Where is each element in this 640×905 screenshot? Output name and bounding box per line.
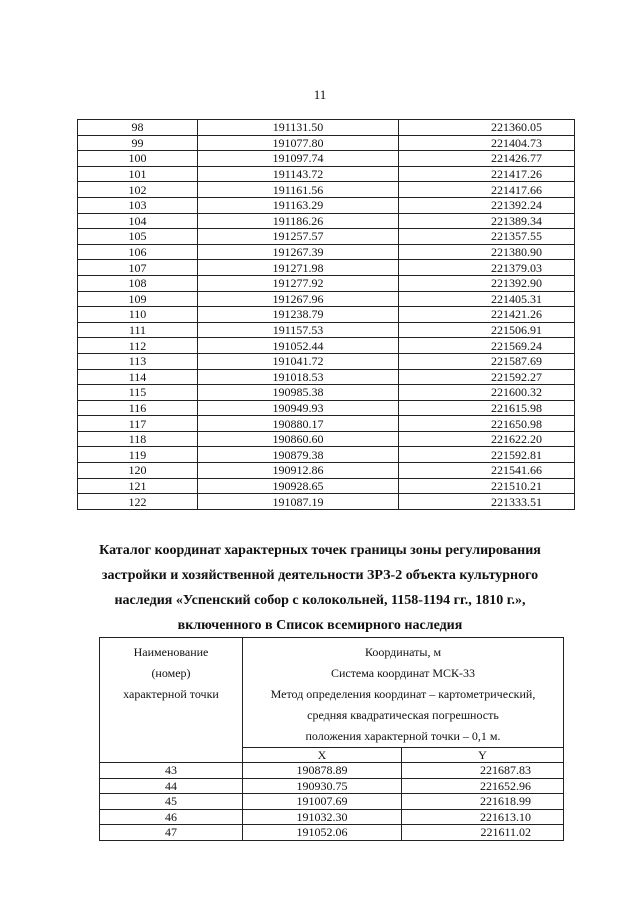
table-row [78, 291, 575, 307]
coordinates-catalog-table [99, 637, 564, 841]
y-coordinate-cell: 221592.81 [399, 447, 575, 463]
table-row [78, 338, 575, 354]
point-number-cell: 106 [78, 244, 198, 260]
point-number-cell: 47 [100, 825, 243, 841]
point-number-cell: 102 [78, 182, 198, 198]
table-row [78, 416, 575, 432]
x-coordinate-cell: 190879.38 [198, 447, 399, 463]
point-number-cell: 114 [78, 369, 198, 385]
point-number-cell: 43 [100, 763, 243, 779]
x-coordinate-cell: 190912.86 [198, 463, 399, 479]
x-coordinate-cell: 191007.69 [243, 794, 402, 810]
table-row [78, 166, 575, 182]
x-coordinate-cell: 191018.53 [198, 369, 399, 385]
page-number: 11 [313, 87, 327, 102]
point-number-cell: 46 [100, 809, 243, 825]
table-row [78, 431, 575, 447]
point-number-cell: 105 [78, 229, 198, 245]
table-row [78, 400, 575, 416]
point-number-cell: 98 [78, 120, 198, 136]
header-line: средняя квадратическая погрешность [307, 708, 499, 722]
table-row [78, 182, 575, 198]
point-number-cell: 108 [78, 275, 198, 291]
point-number-cell: 110 [78, 307, 198, 323]
point-number-cell: 116 [78, 400, 198, 416]
y-coordinate-cell: 221687.83 [402, 763, 564, 779]
table-row [78, 244, 575, 260]
x-coordinate-cell: 190860.60 [198, 431, 399, 447]
y-coordinate-cell: 221587.69 [399, 353, 575, 369]
table-row [78, 478, 575, 494]
header-y: Y [402, 748, 564, 763]
table-row [78, 385, 575, 401]
point-number-cell: 107 [78, 260, 198, 276]
coordinates-table-continued [77, 119, 575, 510]
x-coordinate-cell: 191052.06 [243, 825, 402, 841]
table-row [78, 463, 575, 479]
point-number-cell: 115 [78, 385, 198, 401]
x-coordinate-cell: 190878.89 [243, 763, 402, 779]
x-coordinate-cell: 191163.29 [198, 197, 399, 213]
header-line: характерной точки [123, 687, 219, 701]
header-line: положения характерной точки – 0,1 м. [305, 729, 501, 743]
y-coordinate-cell: 221360.05 [399, 120, 575, 136]
table-row [78, 322, 575, 338]
y-coordinate-cell: 221541.66 [399, 463, 575, 479]
y-coordinate-cell: 221421.26 [399, 307, 575, 323]
table-row [78, 213, 575, 229]
table-row [78, 120, 575, 136]
table-row [78, 447, 575, 463]
y-coordinate-cell: 221611.02 [402, 825, 564, 841]
y-coordinate-cell: 221392.90 [399, 275, 575, 291]
x-coordinate-cell: 191131.50 [198, 120, 399, 136]
y-coordinate-cell: 221592.27 [399, 369, 575, 385]
y-coordinate-cell: 221380.90 [399, 244, 575, 260]
y-coordinate-cell: 221650.98 [399, 416, 575, 432]
y-coordinate-cell: 221389.34 [399, 213, 575, 229]
point-number-cell: 113 [78, 353, 198, 369]
y-coordinate-cell: 221379.03 [399, 260, 575, 276]
point-number-cell: 99 [78, 135, 198, 151]
point-number-cell: 45 [100, 794, 243, 810]
y-coordinate-cell: 221600.32 [399, 385, 575, 401]
y-coordinate-cell: 221426.77 [399, 151, 575, 167]
x-coordinate-cell: 191257.57 [198, 229, 399, 245]
caption-line: включенного в Список всемирного наследия [177, 618, 463, 633]
table-row [100, 763, 564, 779]
x-coordinate-cell: 191052.44 [198, 338, 399, 354]
point-number-cell: 100 [78, 151, 198, 167]
table-row [78, 369, 575, 385]
header-point-name [100, 638, 243, 763]
header-coordinates [243, 638, 564, 748]
x-coordinate-cell: 191143.72 [198, 166, 399, 182]
y-coordinate-cell: 221613.10 [402, 809, 564, 825]
x-coordinate-cell: 191271.98 [198, 260, 399, 276]
point-number-cell: 101 [78, 166, 198, 182]
x-coordinate-cell: 191087.19 [198, 494, 399, 510]
table-row [78, 307, 575, 323]
y-coordinate-cell: 221333.51 [399, 494, 575, 510]
x-coordinate-cell: 191238.79 [198, 307, 399, 323]
y-coordinate-cell: 221569.24 [399, 338, 575, 354]
header-line: Наименование [133, 645, 209, 659]
x-coordinate-cell: 191041.72 [198, 353, 399, 369]
table-row [100, 794, 564, 810]
x-coordinate-cell: 190930.75 [243, 778, 402, 794]
x-coordinate-cell: 191077.80 [198, 135, 399, 151]
x-coordinate-cell: 191161.56 [198, 182, 399, 198]
table-row [78, 229, 575, 245]
x-coordinate-cell: 191186.26 [198, 213, 399, 229]
caption-line: застройки и хозяйственной деятельности ЗРЗ-2 объекта культурного [101, 568, 539, 583]
x-coordinate-cell: 190928.65 [198, 478, 399, 494]
table-row [78, 494, 575, 510]
table-row [100, 778, 564, 794]
table-row [78, 151, 575, 167]
y-coordinate-cell: 221510.21 [399, 478, 575, 494]
table-row [78, 197, 575, 213]
header-line: Система координат МСК-33 [330, 666, 476, 680]
point-number-cell: 118 [78, 431, 198, 447]
point-number-cell: 119 [78, 447, 198, 463]
point-number-cell: 120 [78, 463, 198, 479]
y-coordinate-cell: 221405.31 [399, 291, 575, 307]
x-coordinate-cell: 191267.39 [198, 244, 399, 260]
table-row [78, 260, 575, 276]
point-number-cell: 104 [78, 213, 198, 229]
y-coordinate-cell: 221392.24 [399, 197, 575, 213]
table-row [78, 353, 575, 369]
table-row [100, 825, 564, 841]
catalog-table-body [100, 763, 564, 841]
header-line: Метод определения координат – картометрический, [270, 687, 536, 701]
y-coordinate-cell: 221404.73 [399, 135, 575, 151]
header-line: (номер) [151, 666, 191, 680]
x-coordinate-cell: 190949.93 [198, 400, 399, 416]
catalog-caption [80, 538, 560, 638]
catalog-table-header [100, 638, 564, 763]
point-number-cell: 111 [78, 322, 198, 338]
y-coordinate-cell: 221622.20 [399, 431, 575, 447]
y-coordinate-cell: 221506.91 [399, 322, 575, 338]
point-number-cell: 117 [78, 416, 198, 432]
header-line: Координаты, м [364, 645, 442, 659]
x-coordinate-cell: 190880.17 [198, 416, 399, 432]
y-coordinate-cell: 221652.96 [402, 778, 564, 794]
point-number-cell: 121 [78, 478, 198, 494]
point-number-cell: 112 [78, 338, 198, 354]
point-number-cell: 44 [100, 778, 243, 794]
header-x: X [243, 748, 402, 763]
caption-line: Каталог координат характерных точек границы зоны регулирования [99, 543, 541, 558]
point-number-cell: 103 [78, 197, 198, 213]
x-coordinate-cell: 191097.74 [198, 151, 399, 167]
table-row [100, 809, 564, 825]
x-coordinate-cell: 191277.92 [198, 275, 399, 291]
y-coordinate-cell: 221357.55 [399, 229, 575, 245]
caption-line: наследия «Успенский собор с колокольней, 1158-1194 гг., 1810 г.», [114, 593, 526, 608]
point-number-cell: 109 [78, 291, 198, 307]
table-row [78, 135, 575, 151]
y-coordinate-cell: 221417.26 [399, 166, 575, 182]
y-coordinate-cell: 221615.98 [399, 400, 575, 416]
x-coordinate-cell: 191032.30 [243, 809, 402, 825]
x-coordinate-cell: 191157.53 [198, 322, 399, 338]
coordinates-table-body [78, 120, 575, 510]
point-number-cell: 122 [78, 494, 198, 510]
x-coordinate-cell: 191267.96 [198, 291, 399, 307]
y-coordinate-cell: 221417.66 [399, 182, 575, 198]
x-coordinate-cell: 190985.38 [198, 385, 399, 401]
table-row [78, 275, 575, 291]
y-coordinate-cell: 221618.99 [402, 794, 564, 810]
